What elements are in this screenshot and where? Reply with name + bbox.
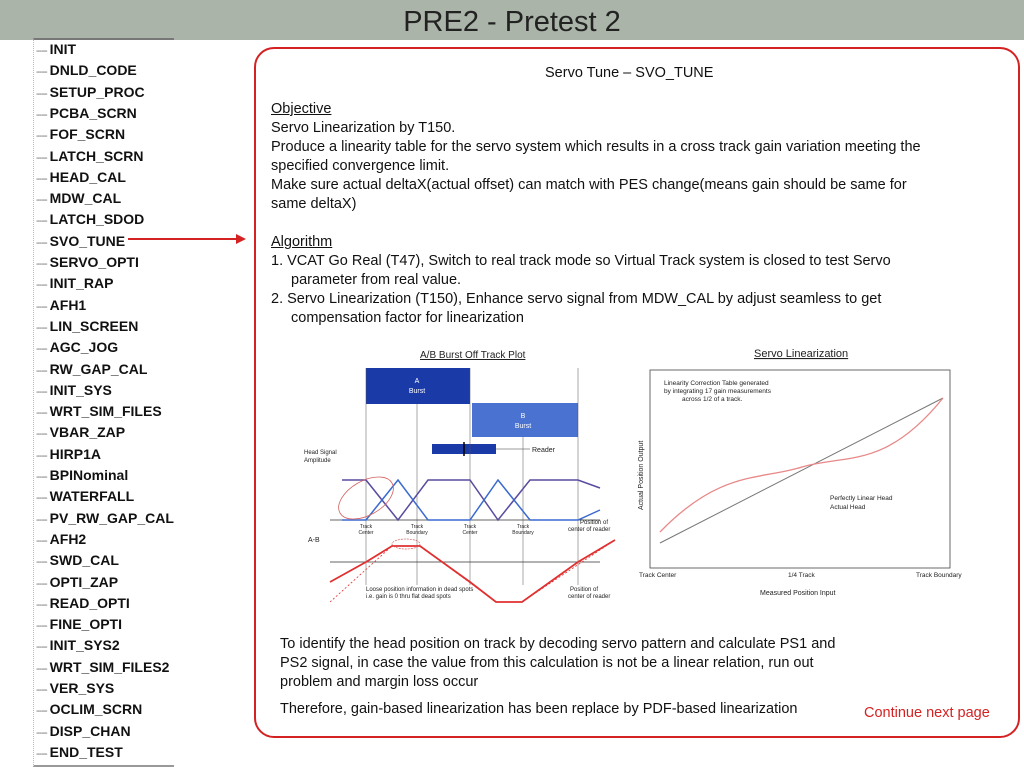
tree-connector: ---- <box>36 194 47 207</box>
tree-item-label: PV_RW_GAP_CAL <box>49 509 174 526</box>
tree-item-afh1[interactable] <box>36 297 86 317</box>
tree-item-oclim-scrn[interactable] <box>36 701 142 721</box>
explain-line: To identify the head position on track by decoding servo pattern and calculate PS1 and <box>280 636 836 652</box>
algorithm-line: 1. VCAT Go Real (T47), Switch to real track mode so Virtual Track system is closed to test Servo <box>271 253 891 269</box>
tree-item-label: AGC_JOG <box>49 339 119 356</box>
tree-connector: ---- <box>36 321 47 334</box>
tree-item-label: BPINominal <box>49 467 129 483</box>
ab-label: A-B <box>308 537 320 544</box>
fig2-xlabel: Measured Position Input <box>760 590 836 597</box>
tree-item-read-opti[interactable] <box>36 595 130 615</box>
tree-connector: ---- <box>36 726 47 739</box>
burst-a-block <box>366 368 470 404</box>
tree-item-init-sys[interactable] <box>36 382 112 402</box>
fig2-note: Linearity Correction Table generated <box>664 380 769 387</box>
tree-item-end-test[interactable] <box>36 744 123 764</box>
explain-line: PS2 signal, in case the value from this calculation is not be a linear relation, run out <box>280 655 814 671</box>
tree-item-label: HIRP1A <box>49 445 102 462</box>
tree-connector: ---- <box>36 620 47 633</box>
tree-connector: ---- <box>36 492 47 505</box>
tree-item-opti-zap[interactable] <box>36 574 118 594</box>
tree-item-label: MDW_CAL <box>49 190 122 207</box>
tree-item-label: RW_GAP_CAL <box>49 360 148 377</box>
burst-a-label: Burst <box>408 388 426 395</box>
selection-arrow <box>128 232 248 246</box>
tree-item-label: INIT <box>49 41 77 57</box>
tree-item-vbar-zap[interactable] <box>36 424 125 444</box>
tree-item-label: READ_OPTI <box>49 594 130 611</box>
tree-item-svo-tune[interactable] <box>36 233 125 253</box>
tree-item-label: WRT_SIM_FILES2 <box>49 658 170 675</box>
tree-connector: ---- <box>36 215 47 228</box>
algorithm-label: Algorithm <box>271 234 333 250</box>
burst-a-label: A <box>414 378 420 385</box>
tree-item-label: LATCH_SCRN <box>49 147 144 164</box>
tree-item-label: VER_SYS <box>49 680 115 696</box>
slide-title: PRE2 - Pretest 2 <box>403 6 621 38</box>
continue-link[interactable]: Continue next page <box>864 705 990 721</box>
tree-item-ver-sys[interactable] <box>36 680 114 700</box>
track-label: Track <box>359 524 373 530</box>
track-label: Center <box>462 530 478 536</box>
servo-linearization-plot <box>630 340 975 600</box>
tree-item-init-sys2[interactable] <box>36 637 120 657</box>
linear-label: Actual Head <box>830 504 866 511</box>
tree-item-fine-opti[interactable] <box>36 616 122 636</box>
track-label: Track <box>410 524 424 530</box>
fig2-ylabel: Actual Position Output <box>638 440 645 510</box>
burst-b-block <box>472 403 578 437</box>
tree-connector: ---- <box>36 513 47 526</box>
tree-connector: ---- <box>36 343 47 356</box>
head-signal-label: Head Signal <box>304 450 337 456</box>
explain-line: problem and margin loss occur <box>280 674 479 690</box>
tree-connector: ---- <box>36 534 47 547</box>
tree-item-label: AFH1 <box>49 296 87 313</box>
tree-item-bpinominal[interactable] <box>36 467 128 487</box>
linear-label: Perfectly Linear Head <box>830 495 893 502</box>
tree-connector: ---- <box>36 641 47 654</box>
tree-item-lin-screen[interactable] <box>36 318 138 338</box>
fig1-title: A/B Burst Off Track Plot <box>420 350 526 361</box>
tree-connector: ---- <box>36 130 47 143</box>
loose-note: i.e. gain is 0 thru flat dead spots <box>366 594 451 600</box>
track-label: Boundary <box>512 530 534 536</box>
tree-item-servo-opti[interactable] <box>36 254 139 274</box>
tree-connector: ---- <box>36 407 47 420</box>
tree-connector: ---- <box>36 598 47 611</box>
algorithm-line: parameter from real value. <box>291 272 462 288</box>
tree-connector: ---- <box>36 151 47 164</box>
tree-item-pv-rw-gap-cal[interactable] <box>36 510 174 530</box>
position-center-label: center of reader <box>568 594 611 600</box>
tree-item-label: SETUP_PROC <box>49 83 145 100</box>
tree-item-afh2[interactable] <box>36 531 86 551</box>
x-tick: Track Boundary <box>916 572 962 579</box>
objective-line: same deltaX) <box>271 196 357 212</box>
objective-line: Servo Linearization by T150. <box>271 120 456 136</box>
tree-item-hirp1a[interactable] <box>36 446 101 466</box>
x-tick: 1/4 Track <box>788 572 815 579</box>
tree-connector: ---- <box>36 385 47 398</box>
tree-item-mdw-cal[interactable] <box>36 190 121 210</box>
track-label: Track <box>463 524 477 530</box>
tree-connector: ---- <box>36 705 47 718</box>
position-center-label: center of reader <box>568 527 611 533</box>
fig2-title: Servo Linearization <box>754 348 849 360</box>
therefore-line: Therefore, gain-based linearization has been replace by PDF-based linearization <box>280 701 798 717</box>
tree-connector: ---- <box>36 556 47 569</box>
tree-item-init[interactable] <box>36 41 76 61</box>
loose-note: Loose position information in dead spots <box>366 587 474 593</box>
tree-connector: ---- <box>36 428 47 441</box>
algorithm-line: compensation factor for linearization <box>291 310 524 326</box>
tree-item-label: AFH2 <box>49 530 87 547</box>
test-tree <box>33 38 174 767</box>
tree-item-rw-gap-cal[interactable] <box>36 361 147 381</box>
tree-item-label: PCBA_SCRN <box>49 104 137 121</box>
tree-connector: ---- <box>36 45 47 57</box>
tree-item-label: SVO_TUNE <box>49 232 126 249</box>
x-tick: Track Center <box>639 572 677 579</box>
tree-item-wrt-sim-files[interactable] <box>36 403 162 423</box>
tree-item-label: DISP_CHAN <box>49 722 131 739</box>
algorithm-line: 2. Servo Linearization (T150), Enhance servo signal from MDW_CAL by adjust seamless to get <box>271 291 882 307</box>
tree-item-latch-scrn[interactable] <box>36 148 144 168</box>
tree-connector: ---- <box>36 236 47 249</box>
tree-item-label: HEAD_CAL <box>49 168 126 185</box>
burst-b-label: Burst <box>514 423 532 430</box>
objective-line: Make sure actual deltaX(actual offset) can match with PES change(means gain should be same for <box>271 177 907 193</box>
track-label: Boundary <box>406 530 428 536</box>
tree-item-waterfall[interactable] <box>36 488 134 508</box>
burst-b-label: B <box>520 413 526 420</box>
objective-line: Produce a linearity table for the servo system which results in a cross track gain variation meeting the <box>271 139 921 155</box>
tree-item-label: SERVO_OPTI <box>49 254 139 270</box>
tree-item-label: LIN_SCREEN <box>49 317 139 334</box>
tree-connector: ---- <box>36 258 47 270</box>
tree-item-label: FINE_OPTI <box>49 616 123 633</box>
tree-item-agc-jog[interactable] <box>36 339 118 359</box>
reader-label: Reader <box>532 447 555 454</box>
position-center-label: Position of <box>580 520 609 526</box>
title-bar <box>0 0 1024 40</box>
tree-item-label: INIT_SYS2 <box>49 637 120 654</box>
content-heading: Servo Tune – SVO_TUNE <box>545 65 714 81</box>
tree-item-label: FOF_SCRN <box>49 126 126 143</box>
track-label: Center <box>358 530 374 536</box>
objective-label: Objective <box>271 101 332 117</box>
tree-item-dnld-code[interactable] <box>36 62 137 82</box>
tree-item-swd-cal[interactable] <box>36 552 119 572</box>
tree-connector: ---- <box>36 172 47 185</box>
tree-connector: ---- <box>36 108 47 121</box>
position-center-label: Position of <box>570 587 599 593</box>
tree-item-label: INIT_RAP <box>49 275 114 292</box>
tree-item-label: OCLIM_SCRN <box>49 701 143 718</box>
tree-connector: ---- <box>36 577 47 590</box>
tree-item-head-cal[interactable] <box>36 169 126 189</box>
fig2-note: across 1/2 of a track. <box>682 396 743 403</box>
tree-connector: ---- <box>36 662 47 675</box>
track-label: Track <box>516 524 530 530</box>
tree-item-label: OPTI_ZAP <box>49 573 119 590</box>
tree-item-fof-scrn[interactable] <box>36 126 125 146</box>
tree-connector: ---- <box>36 300 47 313</box>
tree-connector: ---- <box>36 684 47 696</box>
tree-item-latch-sdod[interactable] <box>36 211 144 231</box>
tree-connector: ---- <box>36 279 47 292</box>
tree-item-setup-proc[interactable] <box>36 84 145 104</box>
tree-item-label: INIT_SYS <box>49 381 112 398</box>
tree-item-wrt-sim-files2[interactable] <box>36 659 169 679</box>
tree-item-pcba-scrn[interactable] <box>36 105 137 125</box>
tree-connector: ---- <box>36 449 47 462</box>
tree-item-label: WRT_SIM_FILES <box>49 403 162 420</box>
head-signal-label: Amplitude <box>304 458 331 464</box>
tree-connector: ---- <box>36 364 47 377</box>
objective-line: specified convergence limit. <box>271 158 450 174</box>
tree-item-label: LATCH_SDOD <box>49 211 145 228</box>
tree-connector: ---- <box>36 87 47 100</box>
tree-item-label: SWD_CAL <box>49 552 119 569</box>
tree-item-label: WATERFALL <box>49 488 135 505</box>
fig2-note: by integrating 17 gain measurements <box>664 388 771 395</box>
tree-connector: ---- <box>36 66 47 79</box>
tree-item-label: VBAR_ZAP <box>49 424 126 441</box>
burst-off-track-plot <box>300 340 625 608</box>
tree-connector: ---- <box>36 747 47 760</box>
tree-connector: ---- <box>36 471 47 483</box>
tree-item-label: END_TEST <box>49 743 123 760</box>
tree-item-init-rap[interactable] <box>36 275 113 295</box>
tree-item-label: DNLD_CODE <box>49 62 137 79</box>
tree-item-disp-chan[interactable] <box>36 723 131 743</box>
